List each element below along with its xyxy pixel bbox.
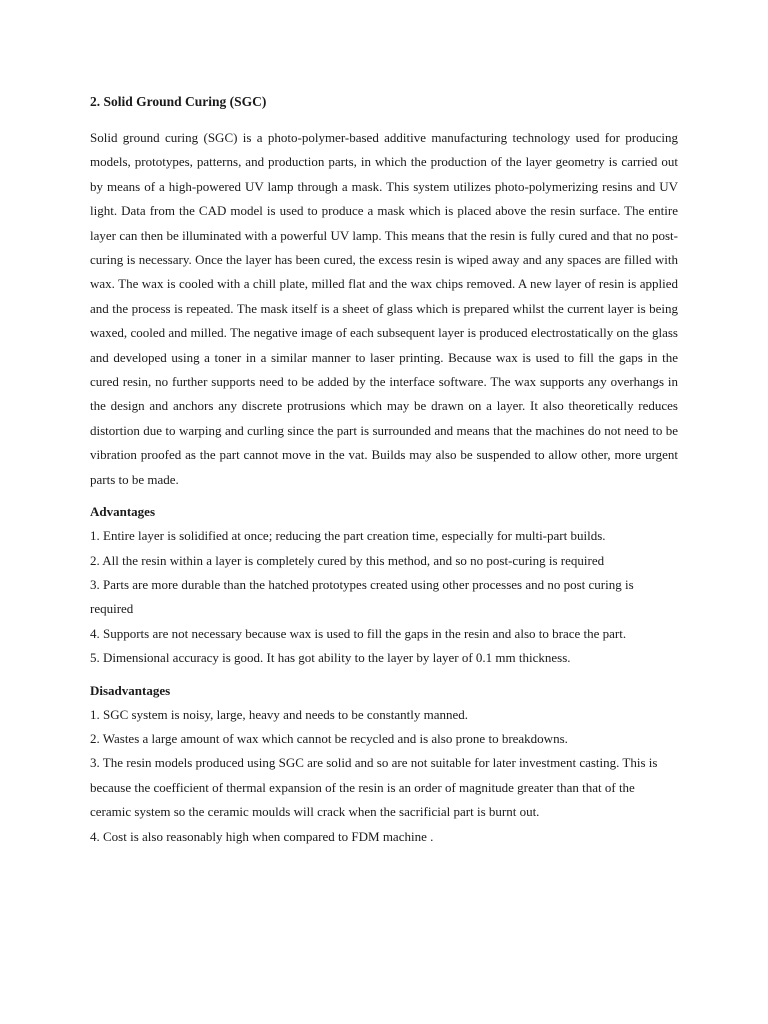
list-item: 4. Cost is also reasonably high when compared to FDM machine . bbox=[90, 828, 434, 844]
list-item: 3. The resin models produced using SGC are solid and so are not suitable for later investment casting. This is because the coefficient of thermal expansion of the resin is an order of magnitude greater than that of the ceramic system so the ceramic moulds will crack when the sacrificial part is burnt out. bbox=[90, 755, 658, 820]
list-item: 2. Wastes a large amount of wax which cannot be recycled and is also prone to breakdowns. bbox=[90, 730, 568, 746]
list-item: 2. All the resin within a layer is completely cured by this method, and so no post-curing is required bbox=[90, 552, 605, 568]
disadvantages-heading: Disadvantages bbox=[90, 682, 171, 698]
body-paragraph: Solid ground curing (SGC) is a photo-polymer-based additive manufacturing technology used for producing models, prototypes, patterns, and production parts, in which the production of the layer geometry is carried out by means of a high-powered UV lamp through a mask. This system utilizes photo-polymerizing resins and UV light. Data from the CAD model is used to produce a mask which is placed above the resin surface. The entire layer can then be illuminated with a powerful UV lamp. This means that the resin is fully cured and that no post-curing is necessary. Once the layer has been cured, the excess resin is wiped away and any spaces are filled with wax. The wax is cooled with a chill plate, milled flat and the wax chips removed. A new layer of resin is applied and the process is repeated. The mask itself is a sheet of glass which is prepared whilst the current layer is being waxed, cooled and milled. The negative image of each subsequent layer is produced electrostatically on the glass and developed using a toner in a similar manner to laser printing. Because wax is used to fill the gaps in the cured resin, no further supports need to be added by the interface software. The wax supports any overhangs in the design and anchors any discrete protrusions which may be drawn on a layer. It also theoretically reduces distortion due to warping and curling since the part is surrounded and means that the machines do not need to be vibration proofed as the part cannot move in the vat. Builds may also be suspended to allow other, more urgent parts to be made. bbox=[90, 130, 678, 487]
advantages-heading: Advantages bbox=[90, 504, 156, 520]
section-heading: 2. Solid Ground Curing (SGC) bbox=[90, 94, 267, 109]
document-page bbox=[90, 92, 678, 849]
advantages-list bbox=[90, 524, 678, 670]
list-item: 4. Supports are not necessary because wax is used to fill the gaps in the resin and also to brace the part. bbox=[90, 625, 627, 641]
list-item: 3. Parts are more durable than the hatched prototypes created using other processes and no post curing is required bbox=[90, 576, 634, 617]
list-item: 1. SGC system is noisy, large, heavy and needs to be constantly manned. bbox=[90, 706, 469, 722]
list-item: 1. Entire layer is solidified at once; reducing the part creation time, especially for multi-part builds. bbox=[90, 528, 606, 544]
disadvantages-list bbox=[90, 703, 678, 849]
list-item: 5. Dimensional accuracy is good. It has got ability to the layer by layer of 0.1 mm thickness. bbox=[90, 650, 571, 666]
